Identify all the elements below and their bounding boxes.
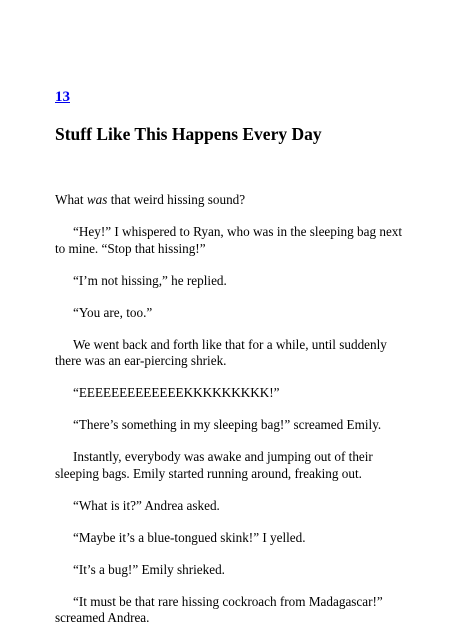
paragraph-9: “What is it?” Andrea asked. [73,497,220,513]
paragraph-1 [55,192,415,209]
emphasis-was: was [86,192,108,207]
paragraph-5: We went back and forth like that for a while, until suddenly there was an ear-piercing shriek. [55,336,387,368]
paragraph-8: Instantly, everybody was awake and jumping out of their sleeping bags. Emily started running around, freaking out. [55,449,373,481]
chapter-body [55,192,415,642]
paragraph-10: “Maybe it’s a blue-tongued skink!” I yelled. [73,529,306,545]
paragraph-2: “Hey!” I whispered to Ryan, who was in the sleeping bag next to mine. “Stop that hissing!” [55,224,403,256]
paragraph-7: “There’s something in my sleeping bag!” screamed Emily. [73,417,382,432]
paragraph-3: “I’m not hissing,” he replied. [73,272,227,288]
paragraph-11: “It’s a bug!” Emily shrieked. [73,561,225,577]
paragraph-1-end: that weird hissing sound? [107,192,246,207]
chapter-number-link[interactable]: 13 [55,89,70,105]
paragraph-4: “You are, too.” [73,304,153,320]
paragraph-1-start: What [55,192,87,207]
paragraph-6: “EEEEEEEEEEEEEKKKKKKKKK!” [73,385,280,400]
paragraph-12: “It must be that rare hissing cockroach from Madagascar!” screamed Andrea. [55,593,383,625]
chapter-title: Stuff Like This Happens Every Day [55,124,322,144]
